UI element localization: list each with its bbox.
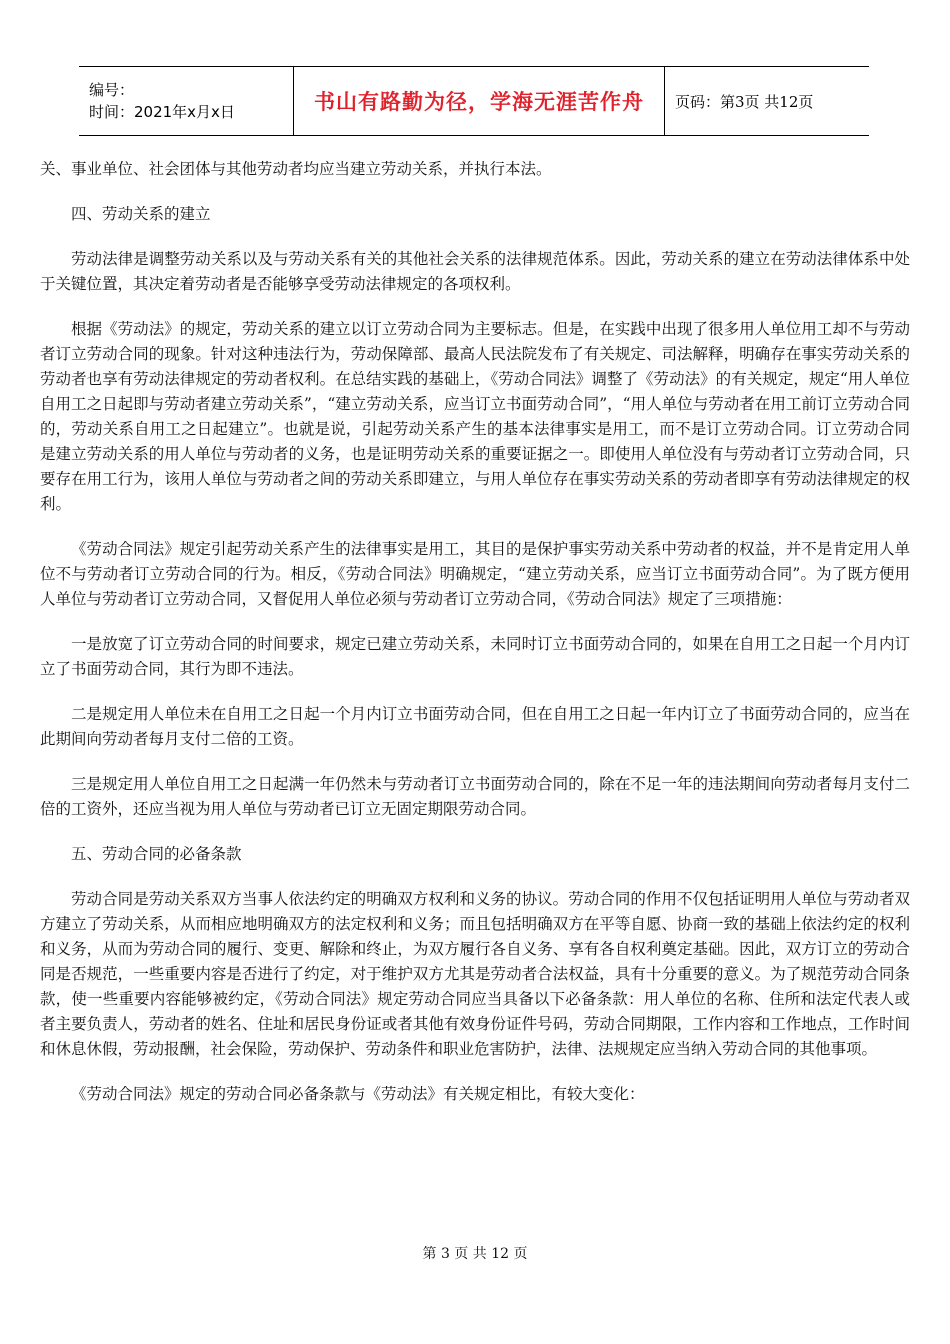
page-header (79, 66, 869, 136)
section-heading-4: 四、劳动关系的建立 (71, 205, 211, 223)
paragraph: 《劳动合同法》规定引起劳动关系产生的法律事实是用工，其目的是保护事实劳动关系中劳动者的权益，并不是肯定用人单位不与劳动者订立劳动合同的行为。相反，《劳动合同法》明确规定，“建立劳动关系，应当订立书面劳动合同”。为了既方便用人单位与劳动者订立劳动合同，又督促用人单位必须与劳动者订立劳动合同，《劳动合同法》规定了三项措施： (40, 540, 910, 608)
paragraph: 二是规定用人单位未在自用工之日起一个月内订立书面劳动合同，但在自用工之日起一年内订立了书面劳动合同的，应当在此期间向劳动者每月支付二倍的工资。 (40, 705, 910, 748)
document-number-label: 编号： (89, 81, 135, 99)
paragraph: 劳动合同是劳动关系双方当事人依法约定的明确双方权利和义务的协议。劳动合同的作用不仅包括证明用人单位与劳动者双方建立了劳动关系，从而相应地明确双方的法定权利和义务；而且包括明确双方在平等自愿、协商一致的基础上依法约定的权利和义务，从而为劳动合同的履行、变更、解除和终止，为双方履行各自义务、享有各自权利奠定基础。因此，双方订立的劳动合同是否规范，一些重要内容是否进行了约定，对于维护双方尤其是劳动者合法权益，具有十分重要的意义。为了规范劳动合同条款，使一些重要内容能够被约定，《劳动合同法》规定劳动合同应当具备以下必备条款：用人单位的名称、住所和法定代表人或者主要负责人，劳动者的姓名、住址和居民身份证或者其他有效身份证件号码，劳动合同期限，工作内容和工作地点，工作时间和休息休假，劳动报酬，社会保险，劳动保护、劳动条件和职业危害防护，法律、法规规定应当纳入劳动合同的其他事项。 (40, 890, 910, 1058)
header-motto: 书山有路勤为径，学海无涯苦作舟 (314, 90, 644, 114)
paragraph: 根据《劳动法》的规定，劳动关系的建立以订立劳动合同为主要标志。但是，在实践中出现了很多用人单位用工却不与劳动者订立劳动合同的现象。针对这种违法行为，劳动保障部、最高人民法院发布了有关规定、司法解释，明确存在事实劳动关系的劳动者也享有劳动法律规定的劳动者权利。在总结实践的基础上，《劳动合同法》调整了《劳动法》的有关规定，规定“用人单位自用工之日起即与劳动者建立劳动关系”，“建立劳动关系，应当订立书面劳动合同”，“用人单位与劳动者在用工前订立劳动合同的，劳动关系自用工之日起建立”。也就是说，引起劳动关系产生的基本法律事实是用工，而不是订立劳动合同。订立劳动合同是建立劳动关系的用人单位与劳动者的义务，也是证明劳动关系的重要证据之一。即使用人单位没有与劳动者订立劳动合同，只要存在用工行为，该用人单位与劳动者之间的劳动关系即建立，与用人单位存在事实劳动关系的劳动者即享有劳动法律规定的权利。 (40, 320, 910, 513)
document-body (40, 157, 910, 1127)
paragraph: 一是放宽了订立劳动合同的时间要求，规定已建立劳动关系，未同时订立书面劳动合同的，如果在自用工之日起一个月内订立了书面劳动合同，其行为即不违法。 (40, 635, 910, 678)
paragraph: 《劳动合同法》规定的劳动合同必备条款与《劳动法》有关规定相比，有较大变化： (71, 1085, 645, 1103)
document-time-label: 时间：2021年x月x日 (89, 103, 235, 121)
header-page-info: 页码：第3页 共12页 (675, 92, 814, 111)
header-meta (79, 67, 293, 135)
paragraph: 三是规定用人单位自用工之日起满一年仍然未与劳动者订立书面劳动合同的，除在不足一年的违法期间向劳动者每月支付二倍的工资外，还应当视为用人单位与劳动者已订立无固定期限劳动合同。 (40, 775, 910, 818)
paragraph: 关、事业单位、社会团体与其他劳动者均应当建立劳动关系，并执行本法。 (40, 160, 552, 178)
page-footer: 第 3 页 共 12 页 (422, 1246, 528, 1262)
section-heading-5: 五、劳动合同的必备条款 (71, 845, 242, 863)
paragraph: 劳动法律是调整劳动关系以及与劳动关系有关的其他社会关系的法律规范体系。因此，劳动关系的建立在劳动法律体系中处于关键位置，其决定着劳动者是否能够享受劳动法律规定的各项权利。 (40, 250, 910, 293)
header-motto-cell (293, 67, 665, 135)
